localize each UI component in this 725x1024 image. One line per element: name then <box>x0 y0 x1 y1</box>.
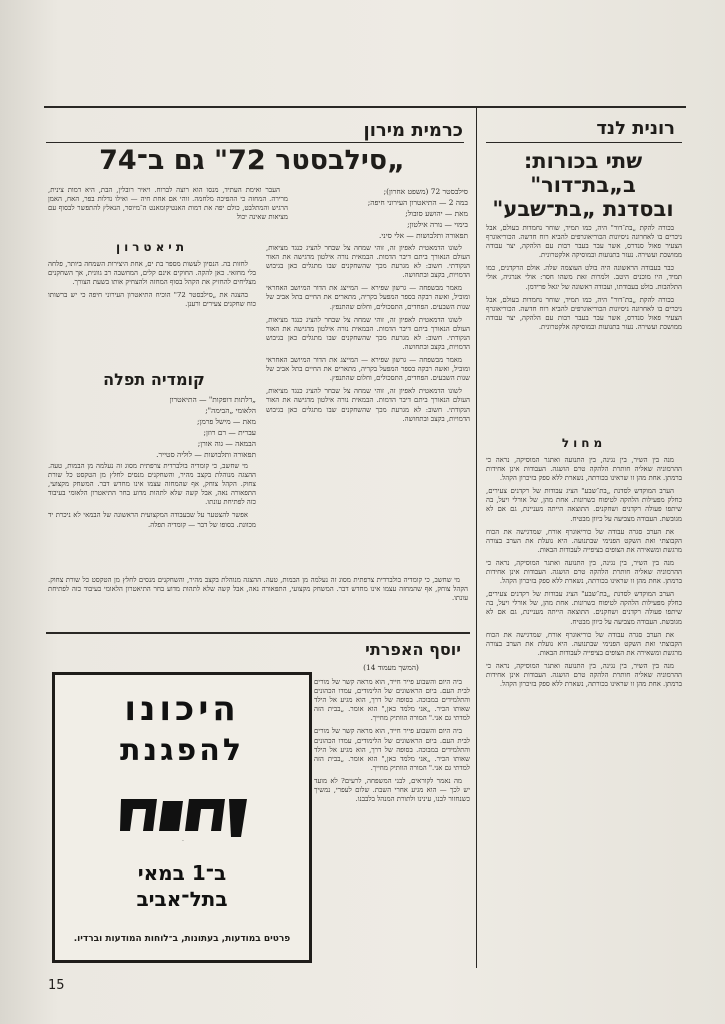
continuation-byline: יוסף האפרתי <box>365 640 461 659</box>
left-article-headline: „סילבסטר 72" גם ב־74 <box>99 145 405 176</box>
right-headline-line3: ובסדנת „בת־שבע" <box>492 197 674 221</box>
dance-section-title: מחול <box>561 436 607 450</box>
right-article-body <box>486 224 682 432</box>
paragraph: מה נאמר לקוראים, לבני המשפחה, לרעים? לא מועד יש לכך — הוא מגיע אחרי השבת. שלום לעפרי, נמשיך כשנחזור לבנו, עינינו ולתורת המנהל בלבבנו. <box>314 776 470 804</box>
left-byline-rule <box>46 142 464 143</box>
theatre-section-body <box>48 260 256 364</box>
paragraph: מי שחשב, כי קומדיה בולברדית צרפתית מסוג זה נעלמה מן הבמות, טעה. ההצגה מנוהלת בקצב מהיר, והשחקנים מנסים לחלץ מן הטקסט כל שורת צחוק. הקהל צוחק, אף שהמחזה עצמו אינו מחדש דבר. המשחק מקצועי, התפאורה נאה, אבל קשה שלא לתהות מדוע בחר התיאטרון הלאומי בעיבוד כזה לפתיחת עונתו. <box>48 462 256 507</box>
left-article-credits <box>300 186 468 241</box>
continuation-note: (המשך מעמוד 14) <box>363 663 419 672</box>
comedy-section-body <box>48 462 256 572</box>
paragraph: לשונו הדמאטית לאפיון זה, זוהי שמחה צל שבחר להציג כנגד מציאות, העולם הנאורך ביתם דיבר הדמות. הבמאית נורה אילטון מדגישה את האור הנקודתי. חשוב: לא מגרעת מכך שהשחקנים שבו מתגלים כאן בגיבוש הדמויות, בקצב ובתחושה. <box>266 315 470 351</box>
ad-headline-line2: להפגנת <box>120 733 244 768</box>
ad-logo-text: מוקד <box>181 841 185 842</box>
right-headline-line1: שתי בכורות: <box>523 149 643 173</box>
paragraph: אפשר להצטער על שבעבודה המקצועית הראשונה של הבמאי לא ניכרת יד מכוונת. בסופו של דבר — קומדיה תפלה. <box>48 511 256 529</box>
paragraph: מנה בין השיר, בין נגינה, בין התנועה ואתגר המוסיקה, נראה כי ההרמוניה שאליה חותרת הלהקה טרם הושגה. העבודות אינן אחידות ברמתן. אחת מהן זו שראינו בכורתה, נשארת ללא ספק בזיכרון הקהל. <box>486 558 682 586</box>
right-byline-rule <box>486 142 682 143</box>
credit-line: הלאומי „הבימה"; <box>205 406 256 415</box>
credit-line: תפאורה ותלבושות — אלי סיני. <box>379 231 468 240</box>
paragraph: מנה בין השיר, בין נגינה, בין התנועה ואתגר המוסיקה, נראה כי ההרמוניה שאליה חותרת הלהקה טרם הושגה. העבודות אינן אחידות ברמתן. אחת מהן זו שראינו בכורתה, נשארת ללא ספק בזיכרון הקהל. <box>486 456 682 483</box>
page-number: 15 <box>48 978 65 993</box>
paragraph: בכורה להקת „בת־דור" היה, כמו תמיד, שוחר נחמדות בעולם, אבל ניכרים בו לאחרונה ניסיונות הכוריאוגרפים להביא רוח חדשה. הכוריאוגרף הצעיר פאול סנדרס, אשר עבר בעבר רבות עם הלהקה, יצר עבודה ממושכת ועשירה. נעזר בתנועות ובמוסיקה אלקטרונית. <box>486 224 682 260</box>
left-lower-rule <box>46 632 470 634</box>
credit-line: „דלתות דופקות" — התיאטרון <box>169 395 256 404</box>
top-rule <box>44 106 686 108</box>
paragraph: לשונו הדמאטית לאפיון זה, זוהי שמחה צל שבחר להציג כנגד מציאות, העולם הנאורך ביתם דיבר הדמות. הבמאית נורה אילטון מדגישה את האור הנקודתי. חשוב: לא מגרעת מכך שהשחקנים שבו מתגלים כאן בגיבוש הדמויות, בקצב ובתחושה. <box>266 244 470 280</box>
paragraph: מאמר מבשפחה — גרשון שפירא — המייצג את הדור המיושב האחראי ומוביל, ואשה רבקה בספר המפעל בקריה, מתארים את החיים בתל אביב של שנות השבעים. הפחדים, התסכולים, וחלום שהתנפץ. <box>266 284 470 311</box>
paragraph: מי שחשב, כי קומדיה בולברדית צרפתית מסוג זה נעלמה מן הבמות, טעה. ההצגה מנוהלת בקצב מהיר, והשחקנים מנסים לחלץ מן הטקסט כל שורת צחוק. הקהל צוחק, אף שהמחזה עצמו אינו מחדש דבר. המשחק מקצועי, התפאורה נאה, אבל קשה שלא לתהות מדוע בחר התיאטרון הלאומי בעיבוד כזה לפתיחת עונתו. <box>48 576 468 603</box>
right-headline-line2: ב„בת־דור" <box>530 173 636 197</box>
left-article-bottom-text <box>48 576 468 626</box>
left-article-byline: כרמית מירון <box>363 120 463 141</box>
credit-line: עברית — רם רוזן; <box>203 428 256 437</box>
paragraph: כבר בעבודה הראשונה היה בולט העוצמה שלה. אולם הרקדנים, כמו תמיד, היו מוכנים היטב. ולמרות זאת משהו חסר: אולי אנרגיה, אולי התלהבות. בולט בעבודתו, ועבודה ראשונה של יגאל פרידמן. <box>486 264 682 291</box>
right-article-byline: רונית לנד <box>596 118 675 139</box>
paragraph: לחזות בה. הנסיון לעשות מספר בת ים, אחת היצירות השמחה ביותר, פלחה בלי מחזאי. כאן להקה. החוקים אינם קלים, המחשבה רב גוונית, אך השחקנים מצליחים להחזיק את הקהל בסוף המחזה ולהצחיק אותו בשעת הצורך. <box>48 260 256 287</box>
credit-line: תפאורה ותלבושות — לוליה סטייר. <box>156 450 256 459</box>
paragraph: לשונו הדמאטית לאפיון זה, זוהי שמחה צל שבחר להציג כנגד מציאות, העולם הנאורך ביתם דיבר הדמות. הבמאית נורה אילטון מדגישה את האור הנקודתי. חשוב: לא מגרעת מכך שהשחקנים שבו מתגלים כאן בגיבוש הדמויות, בקצב ובתחושה. <box>266 387 470 423</box>
right-dance-body <box>486 456 682 962</box>
paragraph: ביה היום והשבוע פייר חייד, הוא מראה קשר של מורים לבית העם. ביום הראשונים של הלימודים, עמדו הכהונים והתלמידים במבוכה. בסופה של דרך, הוא מגיע אל הילד שאותו הכיר. „אני מלמד כאן," הוא אומר. „בבית הזה למדתי גם אני." המורה הוותיק מחייך. <box>314 678 470 723</box>
continuation-body <box>314 678 470 946</box>
paragraph: את הערב סגרה עבודה של כוריאוגרף אורח, שמדגישה את הכוח הקבוצתי ואת השקט הפנימי שבתנועה. היא נועלת את הערב בצורה מרגשת ומשאירה את הצופים בציפייה לעבודות הבאות. <box>486 630 682 657</box>
paragraph: בהצגה את „סילבסטר 72" הוכיח התיאטרון העירוני חיפה כי יש ברשותו כוח שחקנים צעירים ורענן. <box>48 291 256 309</box>
paragraph: ביה היום והשבוע פייר חייד, הוא מראה קשר של מורים לבית העם. ביום הראשונים של הלימודים, עמדו הכהונים והתלמידים במבוכה. בסופה של דרך, הוא מגיע אל הילד שאותו הכיר. „אני מלמד כאן," הוא אומר. „בבית הזה למדתי גם אני." המורה הוותיק מחייך. <box>314 727 470 772</box>
left-article-intro <box>48 186 288 236</box>
paragraph: את הערב סגרה עבודה של כוריאוגרף אורח, שמדגישה את הכוח הקבוצתי ואת השקט הפנימי שבתנועה. היא נועלת את הערב בצורה מרגשת ומשאירה את הצופים בציפייה לעבודות הבאות. <box>486 527 682 554</box>
paragraph: הערב המוקדש לסדנת „בת־שבע" הציג עבודות של רקדנים צעירים, כחלק מפעילות הלהקה לטיפוח כשרונות. אחת מהן, של אורלי ויעל, בה שיתפו פעולה רקדנים ושחקנים. התוצאה הייתה מעניינת, גם אם לא מגובשת. העבודה מצביעה על כיוון מבטיח. <box>486 487 682 523</box>
paragraph: העבר ואימת העתיד, מנסו הוא רוצה לברוח. ויאיר רובלין, הבת, היא דמות צינית, מרירה. המחזה כי ההפיכה מלחמה. זוהי אם אחת חיה — ואילו נדלות בפר, האח, האמן הרגיש והמתלבט, כולם יפה את דמות האנטיקומאנט ה־מיוסר, הנאלץ להתפשר לבסוף עם מציאות שאינה יכול <box>48 186 288 222</box>
credit-line: מאת — מישל פרמן; <box>196 417 256 426</box>
ad-date-line1: ב־1 במאי <box>137 861 227 885</box>
credit-line: במה 2 — התיאטרון העירוני חיפה; <box>367 198 468 207</box>
ad-footer: פרטים במודעות, בעתונות, ב־לוחות המודעות וברדיו. <box>73 934 291 944</box>
paragraph: מנה בין השיר, בין נגינה, בין התנועה ואתגר המוסיקה, נראה כי ההרמוניה שאליה חותרת הלהקה טרם הושגה. העבודות אינן אחידות ברמתן. אחת מהן זו שראינו בכורתה, נשארת ללא ספק בזיכרון הקהל. <box>486 661 682 689</box>
credit-line: הבמאה — גוה אורן; <box>197 439 256 448</box>
theatre-section-title: תיאטרון <box>115 240 189 254</box>
comedy-credits <box>52 394 256 460</box>
credit-line: מאת — יהושע סובול; <box>405 209 468 218</box>
left-article-column-right <box>266 244 470 566</box>
advertisement-box <box>52 672 312 963</box>
ad-headline-line1: היכונו <box>124 689 240 729</box>
column-divider <box>476 108 477 968</box>
moked-logo <box>113 787 253 843</box>
ad-date-line2: בתל־אביב <box>136 887 228 911</box>
paragraph: הערב המוקדש לסדנת „בת־שבע" הציג עבודות של רקדנים צעירים, כחלק מפעילות הלהקה לטיפוח כשרונות. אחת מהן, של אורלי ויעל, בה שיתפו פעולה רקדנים ושחקנים. התוצאה הייתה מעניינת, גם אם לא מגובשת. העבודה מצביעה על כיוון מבטיח. <box>486 590 682 626</box>
paragraph: מאמר מבשפחה — גרשון שפירא — המייצג את הדור המיושב האחראי ומוביל, ואשה רבקה בספר המפעל בקריה, מתארים את החיים בתל אביב של שנות השבעים. הפחדים, התסכולים, וחלום שהתנפץ. <box>266 356 470 383</box>
credit-line: סילבסטר 72 (משפט אחרון); <box>383 187 468 196</box>
paragraph: בכורה להקת „בת־דור" היה, כמו תמיד, שוחר נחמדות בעולם, אבל ניכרים בו לאחרונה ניסיונות הכוריאוגרפים להביא רוח חדשה. הכוריאוגרף הצעיר פאול סנדרס, אשר עבר בעבר רבות עם הלהקה, יצר עבודה ממושכת ועשירה. נעזר בתנועות ובמוסיקה אלקטרונית. <box>486 295 682 331</box>
credit-line: בימוי — נורה אילטון; <box>407 220 468 229</box>
comedy-section-title: קומדיה תפלה <box>103 370 205 389</box>
